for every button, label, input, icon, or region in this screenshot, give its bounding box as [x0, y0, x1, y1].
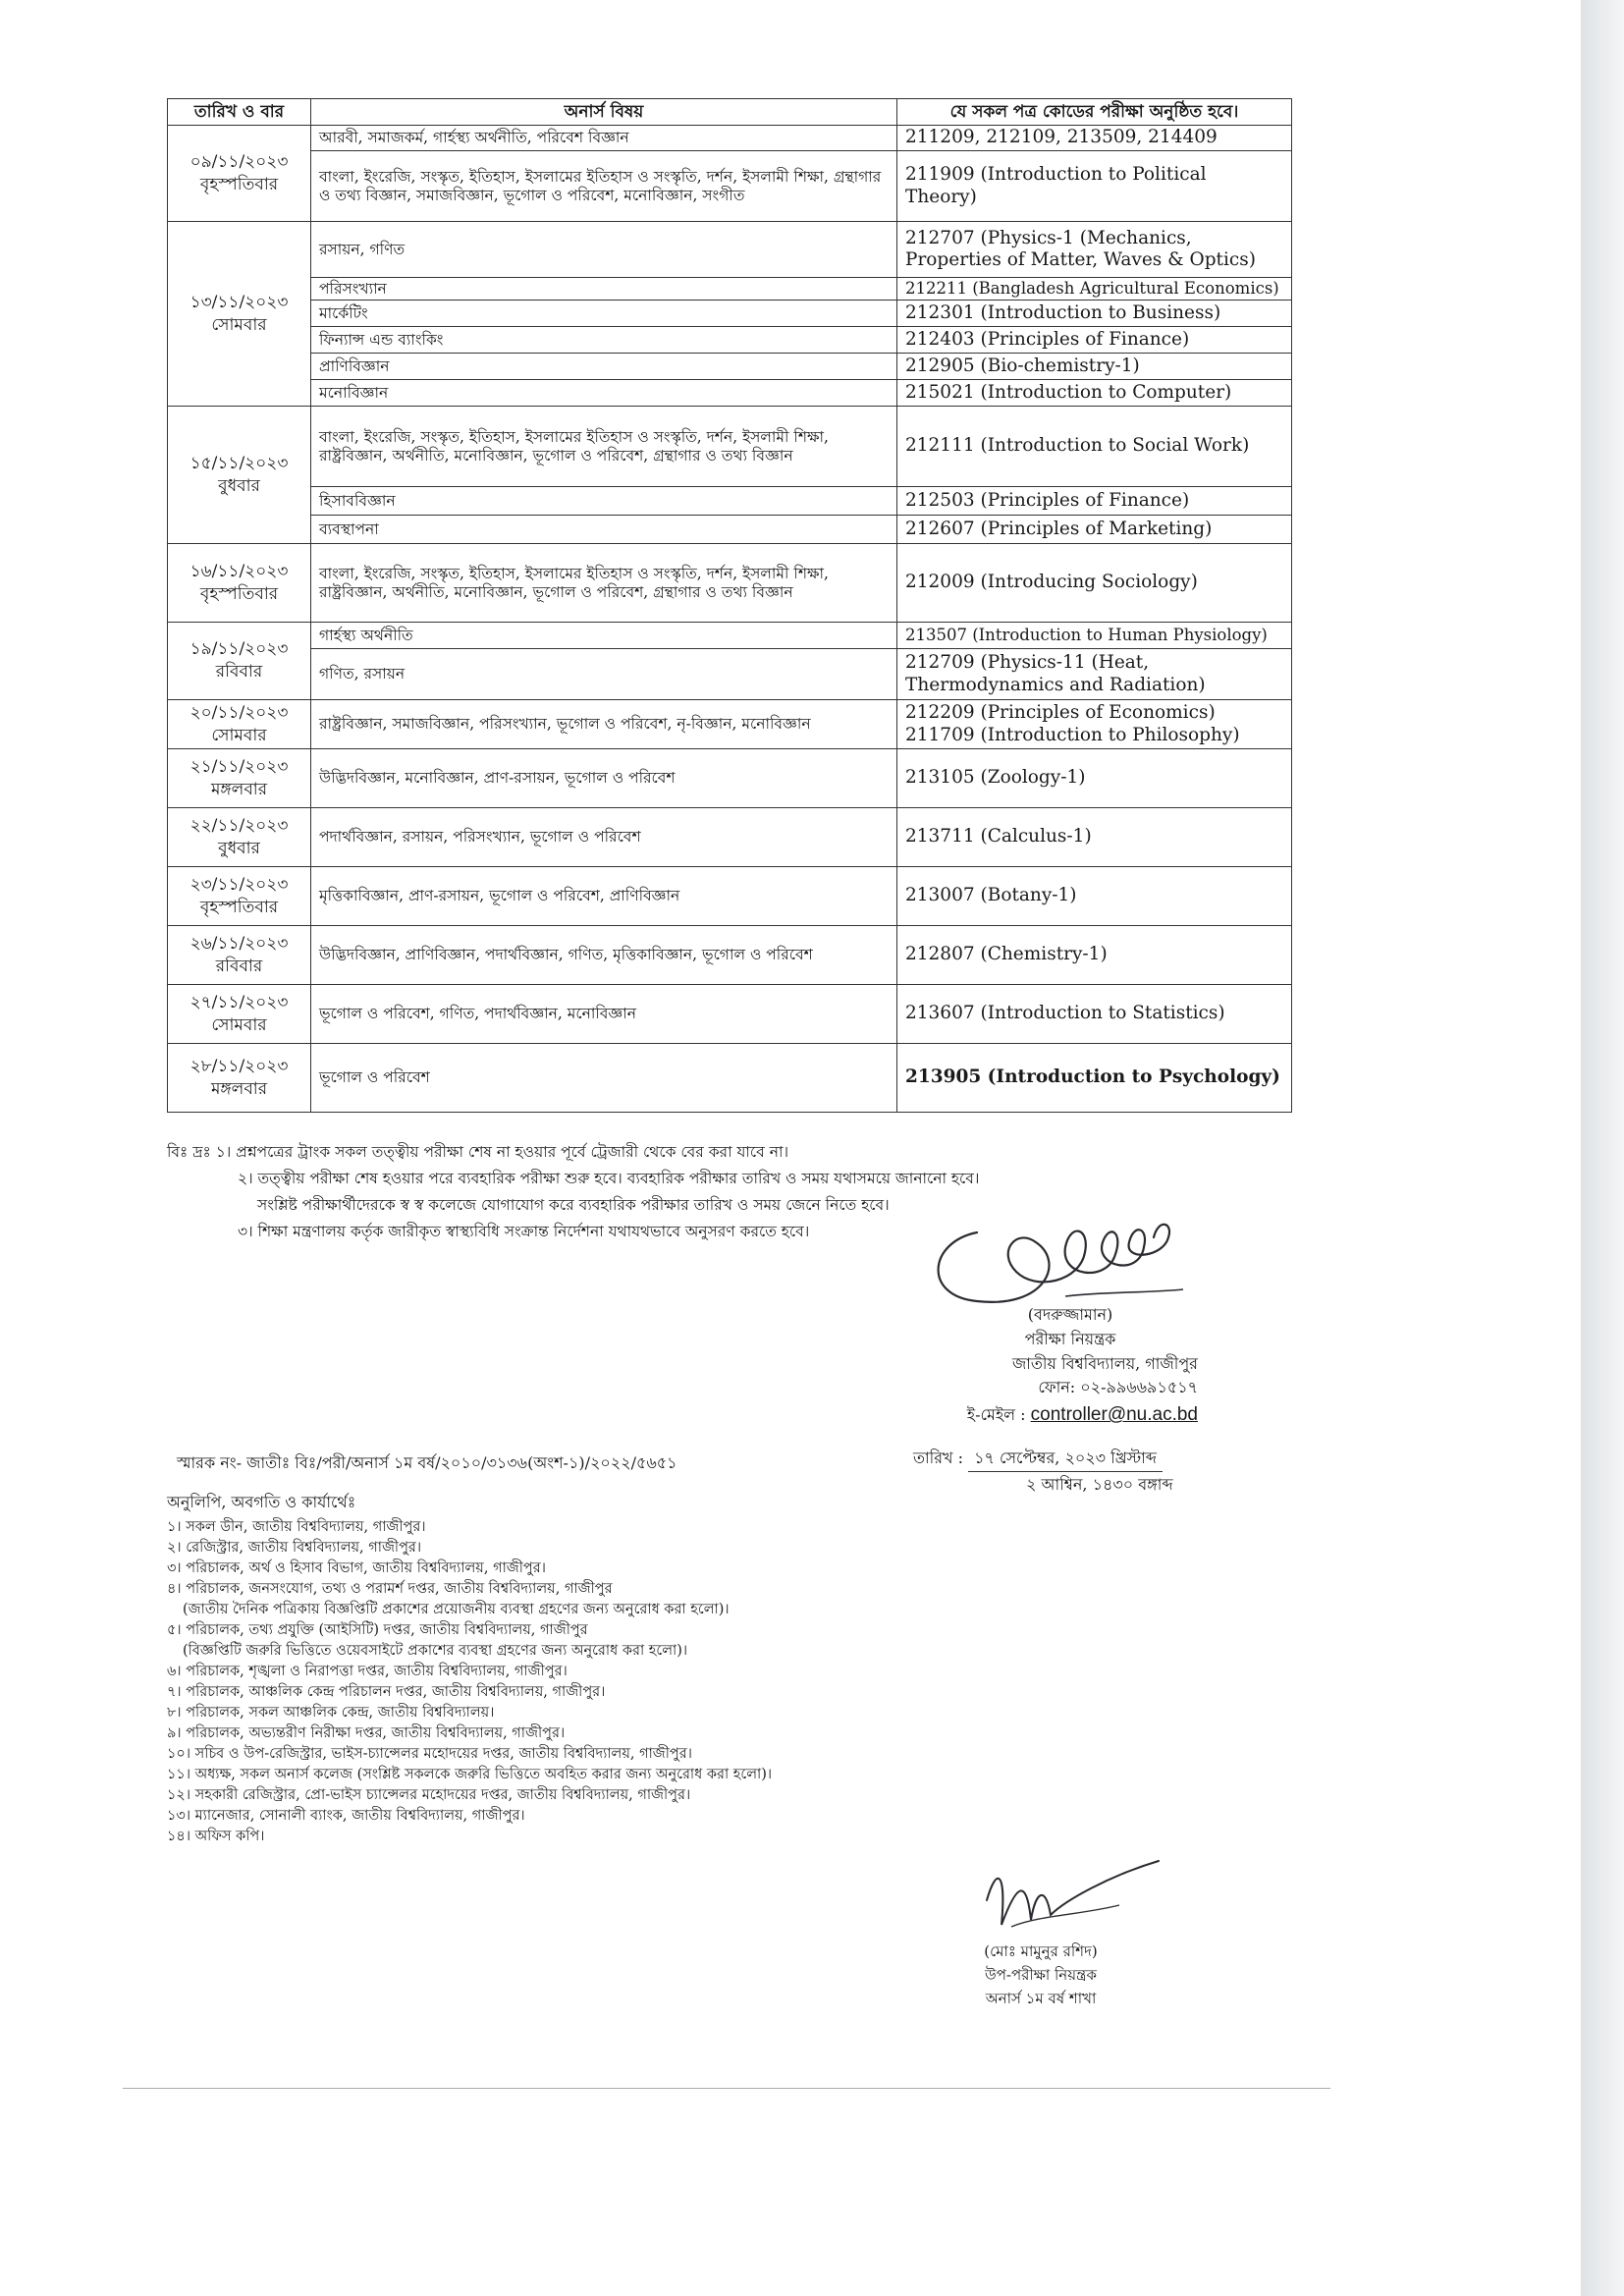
date-cell	[168, 407, 311, 544]
date-cell	[168, 623, 311, 700]
code-cell: 212009 (Introducing Sociology)	[897, 544, 1292, 623]
memo-number: স্মারক নং- জাতীঃ বিঃ/পরী/অনার্স ১ম বর্ষ/২০১০/৩১৩৬(অংশ-১)/২০২২/৫৬৫১	[177, 1453, 677, 1472]
subject-cell: পরিসংখ্যান	[311, 278, 897, 301]
date-bangla: ২ আশ্বিন, ১৪৩০ বঙ্গাব্দ	[1026, 1474, 1173, 1494]
subject-cell: হিসাববিজ্ঞান	[311, 487, 897, 516]
table-row	[168, 487, 1292, 516]
list-item: ১৪। অফিস কপি।	[167, 1829, 265, 1845]
deputy-signature-image	[972, 1846, 1168, 1944]
code-cell: 212111 (Introduction to Social Work)	[897, 407, 1292, 487]
note-1: বিঃ দ্রঃ ১। প্রশ্নপত্রের ট্রাংক সকল তত্ত্বীয় পরীক্ষা শেষ না হওয়ার পূর্বে ট্রেজারী থেকে বের করা যাবে না।	[167, 1143, 788, 1161]
controller-email-link[interactable]: controller@nu.ac.bd	[1030, 1404, 1198, 1426]
day-text: বুধবার	[218, 475, 260, 496]
code-cell: 213711 (Calculus-1)	[897, 808, 1292, 867]
note-3: ৩। শিক্ষা মন্ত্রণালয় কর্তৃক জারীকৃত স্বাস্থ্যবিধি সংক্রান্ত নির্দেশনা যথাযথভাবে অনুসরণ করতে হবে।	[238, 1223, 810, 1241]
day-text: মঙ্গলবার	[210, 779, 268, 799]
table-row	[168, 749, 1292, 808]
date-cell	[168, 544, 311, 623]
controller-signature-block	[903, 1303, 1237, 1430]
day-text: বৃহস্পতিবার	[199, 583, 279, 604]
table-row	[168, 1044, 1292, 1113]
code-line-1: 212209 (Principles of Economics)	[905, 702, 1216, 724]
day-text: সোমবার	[211, 314, 267, 335]
table-row	[168, 354, 1292, 380]
code-cell: 212607 (Principles of Marketing)	[897, 516, 1292, 544]
date-gregorian: ১৭ সেপ্টেম্বর, ২০২৩ খ্রিস্টাব্দ	[968, 1446, 1163, 1472]
controller-title: পরীক্ষা নিয়ন্ত্রক	[1024, 1329, 1116, 1348]
code-cell: 212709 (Physics-11 (Heat, Thermodynamics and Radiation)	[897, 649, 1292, 700]
table-row	[168, 151, 1292, 222]
list-item: ৬। পরিচালক, শৃঙ্খলা ও নিরাপত্তা দপ্তর, জাতীয় বিশ্ববিদ্যালয়, গাজীপুর।	[167, 1664, 568, 1680]
note-2-continued: সংশ্লিষ্ট পরীক্ষার্থীদেরকে স্ব স্ব কলেজে যোগাযোগ করে ব্যবহারিক পরীক্ষার তারিখ ও সময় জেনে নিতে হবে।	[257, 1196, 890, 1215]
list-item-note: (বিজ্ঞপ্তিটি জরুরি ভিত্তিতে ওয়েবসাইটে প্রকাশের ব্যবস্থা গ্রহণের জন্য অনুরোধ করা হলো)।	[183, 1643, 688, 1660]
code-cell: 213607 (Introduction to Statistics)	[897, 985, 1292, 1044]
day-text: সোমবার	[211, 725, 267, 745]
subject-cell: রাষ্ট্রবিজ্ঞান, সমাজবিজ্ঞান, পরিসংখ্যান, ভূগোল ও পরিবেশ, নৃ-বিজ্ঞান, মনোবিজ্ঞান	[311, 700, 897, 749]
date-text: ২৮/১১/২০২৩	[189, 1056, 289, 1076]
bottom-divider	[123, 2088, 1330, 2089]
table-row	[168, 327, 1292, 354]
date-cell	[168, 808, 311, 867]
controller-phone: ফোন: ০২-৯৯৬৬৯১৫১৭	[1038, 1378, 1198, 1397]
code-cell: 212403 (Principles of Finance)	[897, 327, 1292, 354]
note-2: ২। তত্ত্বীয় পরীক্ষা শেষ হওয়ার পরে ব্যবহারিক পরীক্ষা শুরু হবে। ব্যবহারিক পরীক্ষার তারিখ ও সময় যথাসময়ে জানানো হবে।	[238, 1170, 980, 1188]
header-date: তারিখ ও বার	[168, 99, 311, 126]
date-text: ০৯/১১/২০২৩	[189, 151, 289, 172]
date-text: ২২/১১/২০২৩	[189, 815, 289, 836]
list-item: ৪। পরিচালক, জনসংযোগ, তথ্য ও পরামর্শ দপ্তর, জাতীয় বিশ্ববিদ্যালয়, গাজীপুর	[167, 1581, 613, 1598]
code-cell: 212707 (Physics-1 (Mechanics, Properties of Matter, Waves & Optics)	[897, 222, 1292, 278]
date-text: ২৬/১১/২০২৩	[189, 933, 289, 954]
list-item: ৩। পরিচালক, অর্থ ও হিসাব বিভাগ, জাতীয় বিশ্ববিদ্যালয়, গাজীপুর।	[167, 1560, 546, 1577]
date-text: ১৯/১১/২০২৩	[189, 639, 289, 660]
deputy-title: উপ-পরীক্ষা নিয়ন্ত্রক	[985, 1966, 1097, 1984]
table-row	[168, 126, 1292, 151]
deputy-branch: অনার্স ১ম বর্ষ শাখা	[985, 1990, 1097, 2007]
date-cell	[168, 222, 311, 407]
code-cell: 213905 (Introduction to Psychology)	[897, 1044, 1292, 1113]
header-code: যে সকল পত্র কোডের পরীক্ষা অনুষ্ঠিত হবে।	[897, 99, 1292, 126]
date-cell	[168, 700, 311, 749]
cc-heading: অনুলিপি, অবগতি ও কার্যার্থেঃ	[167, 1493, 356, 1511]
subject-cell: ফিন্যান্স এন্ড ব্যাংকিং	[311, 327, 897, 354]
list-item: ১০। সচিব ও উপ-রেজিস্ট্রার, ভাইস-চ্যান্সেলর মহোদয়ের দপ্তর, জাতীয় বিশ্ববিদ্যালয়, গাজীপুর।	[167, 1746, 692, 1763]
code-cell: 212301 (Introduction to Business)	[897, 301, 1292, 327]
day-text: রবিবার	[215, 662, 263, 682]
deputy-signature-block	[928, 1940, 1154, 2010]
controller-email-line	[903, 1400, 1237, 1429]
copy-distribution-list	[167, 1491, 1051, 1847]
code-cell: 211209, 212109, 213509, 214409	[897, 126, 1292, 151]
list-item: ১৩। ম্যানেজার, সোনালী ব্যাংক, জাতীয় বিশ্ববিদ্যালয়, গাজীপুর।	[167, 1808, 525, 1825]
table-row	[168, 380, 1292, 407]
controller-name: (বদরুজ্জামান)	[1027, 1305, 1113, 1324]
list-item: ৫। পরিচালক, তথ্য প্রযুক্তি (আইসিটি) দপ্তর, জাতীয় বিশ্ববিদ্যালয়, গাজীপুর	[167, 1622, 588, 1639]
date-cell	[168, 926, 311, 985]
subject-cell: গণিত, রসায়ন	[311, 649, 897, 700]
code-cell: 212807 (Chemistry-1)	[897, 926, 1292, 985]
table-row	[168, 985, 1292, 1044]
table-row	[168, 867, 1292, 926]
day-text: বুধবার	[218, 838, 260, 858]
email-label: ই-মেইল :	[966, 1405, 1026, 1425]
day-text: মঙ্গলবার	[210, 1078, 268, 1099]
list-item: ১১। অধ্যক্ষ, সকল অনার্স কলেজ (সংশ্লিষ্ট সকলকে জরুরি ভিত্তিতে অবহিত করার জন্য অনুরোধ করা হলো)।	[167, 1767, 773, 1783]
subject-cell: গার্হস্থ্য অর্থনীতি	[311, 623, 897, 649]
list-item: ১২। সহকারী রেজিস্ট্রার, প্রো-ভাইস চ্যান্সেলর মহোদয়ের দপ্তর, জাতীয় বিশ্ববিদ্যালয়, গাজীপুর।	[167, 1787, 691, 1804]
code-cell: 215021 (Introduction to Computer)	[897, 380, 1292, 407]
date-text: ১৩/১১/২০২৩	[189, 292, 289, 312]
subject-cell: পদার্থবিজ্ঞান, রসায়ন, পরিসংখ্যান, ভূগোল ও পরিবেশ	[311, 808, 897, 867]
day-text: বৃহস্পতিবার	[199, 897, 279, 917]
table-row	[168, 278, 1292, 301]
header-subject: অনার্স বিষয়	[311, 99, 897, 126]
code-cell: 212905 (Bio-chemistry-1)	[897, 354, 1292, 380]
subject-cell: ব্যবস্থাপনা	[311, 516, 897, 544]
date-cell	[168, 1044, 311, 1113]
subject-cell: আরবী, সমাজকর্ম, গার্হস্থ্য অর্থনীতি, পরিবেশ বিজ্ঞান	[311, 126, 897, 151]
subject-cell: বাংলা, ইংরেজি, সংস্কৃত, ইতিহাস, ইসলামের ইতিহাস ও সংস্কৃতি, দর্শন, ইসলামী শিক্ষা, রাষ্ট্রবিজ্ঞান, অর্থনীতি, মনোবিজ্ঞান, ভূগোল ও পরিবেশ, গ্রন্থাগার ও তথ্য বিজ্ঞান	[311, 407, 897, 487]
date-cell	[168, 126, 311, 222]
code-cell: 213507 (Introduction to Human Physiology)	[897, 623, 1292, 649]
date-text: ১৬/১১/২০২৩	[189, 561, 289, 581]
code-cell: 211909 (Introduction to Political Theory)	[897, 151, 1292, 222]
table-row	[168, 623, 1292, 649]
list-item: ৯। পরিচালক, অভ্যন্তরীণ নিরীক্ষা দপ্তর, জাতীয় বিশ্ববিদ্যালয়, গাজীপুর।	[167, 1725, 566, 1742]
code-cell	[897, 700, 1292, 749]
table-row	[168, 544, 1292, 623]
day-text: রবিবার	[215, 956, 263, 976]
subject-cell: উদ্ভিদবিজ্ঞান, প্রাণিবিজ্ঞান, পদার্থবিজ্ঞান, গণিত, মৃত্তিকাবিজ্ঞান, ভূগোল ও পরিবেশ	[311, 926, 897, 985]
subject-cell: বাংলা, ইংরেজি, সংস্কৃত, ইতিহাস, ইসলামের ইতিহাস ও সংস্কৃতি, দর্শন, ইসলামী শিক্ষা, গ্রন্থাগার ও তথ্য বিজ্ঞান, সমাজবিজ্ঞান, ভূগোল ও পরিবেশ, মনোবিজ্ঞান, সংগীত	[311, 151, 897, 222]
subject-cell: প্রাণিবিজ্ঞান	[311, 354, 897, 380]
code-cell: 213105 (Zoology-1)	[897, 749, 1292, 808]
code-line-2: 211709 (Introduction to Philosophy)	[905, 724, 1240, 745]
controller-org: জাতীয় বিশ্ববিদ্যালয়, গাজীপুর	[1011, 1353, 1198, 1373]
table-row	[168, 700, 1292, 749]
subject-cell: মৃত্তিকাবিজ্ঞান, প্রাণ-রসায়ন, ভূগোল ও পরিবেশ, প্রাণিবিজ্ঞান	[311, 867, 897, 926]
table-row	[168, 649, 1292, 700]
date-text: ২০/১১/২০২৩	[189, 702, 289, 723]
date-cell	[168, 867, 311, 926]
subject-cell: ভূগোল ও পরিবেশ	[311, 1044, 897, 1113]
list-item: ৭। পরিচালক, আঞ্চলিক কেন্দ্র পরিচালন দপ্তর, জাতীয় বিশ্ববিদ্যালয়, গাজীপুর।	[167, 1684, 606, 1701]
date-block	[913, 1446, 1286, 1497]
date-text: ২১/১১/২০২৩	[189, 756, 289, 777]
subject-cell: উদ্ভিদবিজ্ঞান, মনোবিজ্ঞান, প্রাণ-রসায়ন, ভূগোল ও পরিবেশ	[311, 749, 897, 808]
list-item: ৮। পরিচালক, সকল আঞ্চলিক কেন্দ্র, জাতীয় বিশ্ববিদ্যালয়।	[167, 1705, 495, 1722]
table-row	[168, 516, 1292, 544]
subject-cell: মার্কেটিং	[311, 301, 897, 327]
list-item: ২। রেজিস্ট্রার, জাতীয় বিশ্ববিদ্যালয়, গাজীপুর।	[167, 1540, 422, 1557]
exam-schedule-table	[167, 98, 1292, 1113]
subject-cell: বাংলা, ইংরেজি, সংস্কৃত, ইতিহাস, ইসলামের ইতিহাস ও সংস্কৃতি, দর্শন, ইসলামী শিক্ষা, রাষ্ট্রবিজ্ঞান, অর্থনীতি, মনোবিজ্ঞান, ভূগোল ও পরিবেশ, গ্রন্থাগার ও তথ্য বিজ্ঞান	[311, 544, 897, 623]
code-cell: 212211 (Bangladesh Agricultural Economics)	[897, 278, 1292, 301]
list-item: ১। সকল ডীন, জাতীয় বিশ্ববিদ্যালয়, গাজীপুর।	[167, 1519, 426, 1536]
day-text: সোমবার	[211, 1014, 267, 1035]
date-label: তারিখ :	[913, 1449, 964, 1467]
table-row	[168, 222, 1292, 278]
code-cell: 213007 (Botany-1)	[897, 867, 1292, 926]
subject-cell: মনোবিজ্ঞান	[311, 380, 897, 407]
date-text: ১৫/১১/২০২৩	[189, 453, 289, 473]
table-row	[168, 407, 1292, 487]
list-item-note: (জাতীয় দৈনিক পত্রিকায় বিজ্ঞপ্তিটি প্রকাশের প্রয়োজনীয় ব্যবস্থা গ্রহণের জন্য অনুরোধ করা হলো)।	[183, 1602, 730, 1618]
date-cell	[168, 749, 311, 808]
page-edge-shadow	[1581, 0, 1624, 2296]
date-text: ২৩/১১/২০২৩	[189, 874, 289, 895]
deputy-name: (মোঃ মামুনুর রশিদ)	[984, 1942, 1098, 1960]
day-text: বৃহস্পতিবার	[199, 174, 279, 194]
table-row	[168, 301, 1292, 327]
table-row	[168, 808, 1292, 867]
table-row	[168, 926, 1292, 985]
date-cell	[168, 985, 311, 1044]
subject-cell: রসায়ন, গণিত	[311, 222, 897, 278]
table-header-row	[168, 99, 1292, 126]
date-text: ২৭/১১/২০২৩	[189, 992, 289, 1012]
code-cell: 212503 (Principles of Finance)	[897, 487, 1292, 516]
subject-cell: ভূগোল ও পরিবেশ, গণিত, পদার্থবিজ্ঞান, মনোবিজ্ঞান	[311, 985, 897, 1044]
